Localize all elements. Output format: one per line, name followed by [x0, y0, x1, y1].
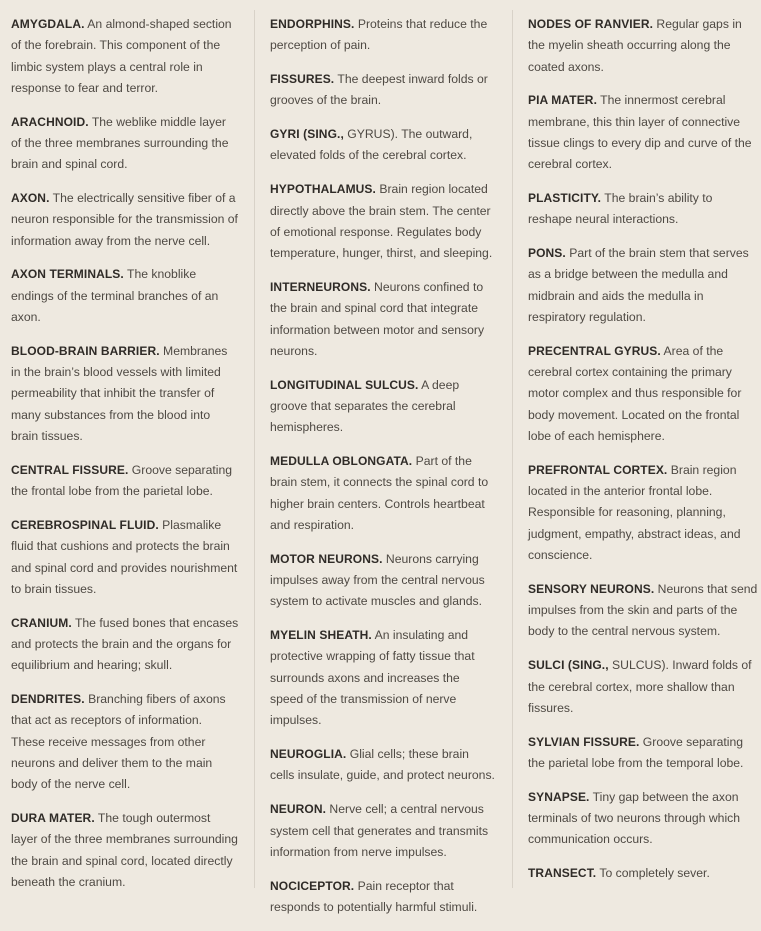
column-divider — [254, 10, 255, 888]
glossary-entry — [528, 243, 758, 328]
glossary-entry — [11, 613, 239, 677]
glossary-entry — [528, 787, 758, 851]
glossary-entry — [11, 460, 239, 503]
glossary-entry — [11, 808, 239, 893]
glossary-term: MYELIN SHEATH. — [270, 628, 372, 643]
glossary-definition: SULCUS). Inward folds of the cerebral cortex, more shallow than fissures. — [528, 658, 752, 715]
glossary-entry — [11, 689, 239, 795]
glossary-entry — [11, 264, 239, 328]
glossary-term: CEREBROSPINAL FLUID. — [11, 517, 159, 532]
glossary-definition: Plasmalike fluid that cushions and protects the brain and spinal cord and provides nourishment to brain tissues. — [11, 517, 238, 596]
glossary-definition: The electrically sensitive fiber of a neuron responsible for the transmission of information away from the nerve cell. — [11, 191, 238, 248]
glossary-entry — [528, 341, 758, 447]
glossary-definition: Neurons carrying impulses away from the central nervous system to activate muscles and glands. — [270, 551, 485, 609]
glossary-definition: The knoblike endings of the terminal branches of an axon. — [11, 267, 219, 325]
glossary-entry — [270, 549, 496, 613]
glossary-term: MEDULLA OBLONGATA. — [270, 454, 413, 469]
glossary-definition: To completely sever. — [596, 866, 710, 881]
glossary-term: AXON TERMINALS. — [11, 267, 124, 282]
glossary-entry — [270, 277, 496, 362]
glossary-definition: Pain receptor that responds to potentially harmful stimuli. — [270, 878, 478, 914]
glossary-entry — [528, 14, 758, 78]
glossary-definition: Membranes in the brain’s blood vessels with limited permeability that inhibit the transfer of many substances from the blood into brain tissues. — [11, 343, 228, 444]
glossary-term: FISSURES. — [270, 72, 335, 87]
glossary-definition: Brain region located directly above the brain stem. The center of emotional response. Regulates body temperature, hunger, thirst, and sleeping. — [270, 182, 493, 261]
glossary-entry — [528, 579, 758, 643]
glossary-term: SENSORY NEURONS. — [528, 581, 655, 596]
glossary-definition: The deepest inward folds or grooves of the brain. — [270, 72, 488, 108]
glossary-definition: Groove separating the parietal lobe from the temporal lobe. — [528, 734, 744, 770]
glossary-term: PRECENTRAL GYRUS. — [528, 343, 661, 358]
glossary-entry — [11, 112, 239, 176]
glossary-entry — [270, 179, 496, 264]
glossary-definition: The weblike middle layer of the three membranes surrounding the brain and spinal cord. — [11, 114, 229, 172]
glossary-term: CENTRAL FISSURE. — [11, 462, 129, 477]
glossary-entry — [270, 69, 496, 112]
glossary-entry — [528, 863, 758, 884]
glossary-definition: The innermost cerebral membrane, this thin layer of connective tissue clings to every dip and curve of the cerebral cortex. — [528, 93, 752, 172]
glossary-entry — [270, 14, 496, 57]
glossary-term: DURA MATER. — [11, 811, 95, 825]
glossary-definition: An almond-shaped section of the forebrain. This component of the limbic system plays a central role in response to fear and terror. — [11, 17, 232, 95]
glossary-definition: Proteins that reduce the perception of pain. — [270, 17, 488, 53]
glossary-entry — [11, 341, 239, 447]
glossary-definition: Nerve cell; a central nervous system cell that generates and transmits information from nerve impulses. — [270, 802, 489, 859]
glossary-term: LONGITUDINAL SULCUS. — [270, 377, 419, 392]
glossary-term: BLOOD-BRAIN BARRIER. — [11, 343, 160, 358]
glossary-term: HYPOTHALAMUS. — [270, 182, 376, 197]
glossary-term: SYNAPSE. — [528, 789, 590, 804]
glossary-term: TRANSECT. — [528, 866, 597, 881]
glossary-entry — [11, 515, 239, 600]
glossary-definition: A deep groove that separates the cerebral hemispheres. — [270, 377, 460, 435]
glossary-definition: Part of the brain stem, it connects the spinal cord to higher brain centers. Controls heartbeat and respiration. — [270, 454, 489, 532]
glossary-definition: The tough outermost layer of the three membranes surrounding the brain and spinal cord, located directly beneath the cranium. — [11, 811, 238, 889]
glossary-definition: Regular gaps in the myelin sheath occurring along the coated axons. — [528, 17, 742, 74]
glossary-term: ENDORPHINS. — [270, 17, 355, 31]
glossary-entry — [270, 799, 496, 863]
glossary-term: NOCICEPTOR. — [270, 878, 355, 893]
glossary-term: MOTOR NEURONS. — [270, 551, 383, 566]
glossary-column-1 — [11, 14, 239, 906]
glossary-entry — [270, 451, 496, 536]
glossary-column-3 — [528, 14, 758, 897]
glossary-term: DENDRITES. — [11, 692, 85, 707]
glossary-entry — [270, 744, 496, 787]
glossary-term: CRANIUM. — [11, 615, 72, 630]
column-divider — [512, 10, 513, 888]
glossary-definition: Neurons that send impulses from the skin and parts of the body to the central nervous system. — [528, 581, 758, 639]
glossary-term: PREFRONTAL CORTEX. — [528, 462, 668, 477]
glossary-definition: Brain region located in the anterior frontal lobe. Responsible for reasoning, planning, judgment, empathy, abstract ideas, and conscience. — [528, 462, 741, 563]
glossary-term: AXON. — [11, 191, 50, 206]
glossary-definition: Tiny gap between the axon terminals of two neurons through which communication occurs. — [528, 789, 741, 847]
glossary-definition: Glial cells; these brain cells insulate, guide, and protect neurons. — [270, 747, 495, 783]
glossary-term: PLASTICITY. — [528, 191, 602, 206]
glossary-definition: Neurons confined to the brain and spinal cord that integrate information between motor and sensory neurons. — [270, 279, 485, 358]
glossary-entry — [528, 732, 758, 775]
glossary-entry — [270, 876, 496, 919]
glossary-entry — [528, 460, 758, 566]
glossary-definition: The fused bones that encases and protects the brain and the organs for equilibrium and hearing; skull. — [11, 615, 239, 673]
glossary-term: INTERNEURONS. — [270, 279, 371, 294]
glossary-term: GYRI (SING., — [270, 127, 344, 142]
glossary-term: NEUROGLIA. — [270, 747, 347, 762]
glossary-entry — [11, 188, 239, 252]
glossary-term: SYLVIAN FISSURE. — [528, 734, 640, 749]
glossary-term: SULCI (SING., — [528, 658, 609, 673]
glossary-entry — [270, 375, 496, 439]
glossary-term: AMYGDALA. — [11, 17, 85, 31]
glossary-term: ARACHNOID. — [11, 114, 89, 129]
glossary-definition: An insulating and protective wrapping of fatty tissue that surrounds axons and increases the speed of the transmission of nerve impulses. — [270, 628, 475, 728]
glossary-entry — [11, 14, 239, 99]
glossary-term: NODES OF RANVIER. — [528, 17, 654, 31]
glossary-term: PONS. — [528, 246, 566, 261]
glossary-definition: Area of the cerebral cortex containing the primary motor complex and thus responsible for body movement. Located on the frontal lobe of each hemisphere. — [528, 343, 742, 444]
glossary-definition: GYRUS). The outward, elevated folds of the cerebral cortex. — [270, 127, 473, 163]
glossary-entry — [270, 124, 496, 167]
glossary-entry — [270, 625, 496, 731]
glossary-term: NEURON. — [270, 802, 327, 817]
glossary-entry — [528, 90, 758, 175]
glossary-definition: The brain’s ability to reshape neural interactions. — [528, 191, 713, 227]
glossary-definition: Groove separating the frontal lobe from the parietal lobe. — [11, 462, 233, 499]
glossary-entry — [528, 188, 758, 231]
glossary-column-2 — [270, 14, 496, 931]
glossary-definition: Part of the brain stem that serves as a bridge between the medulla and midbrain and aids the medulla in respiratory regulation. — [528, 246, 749, 325]
glossary-term: PIA MATER. — [528, 93, 597, 108]
glossary-entry — [528, 655, 758, 719]
glossary-definition: Branching fibers of axons that act as receptors of information. These receive messages from other neurons and deliver them to the main body of the nerve cell. — [11, 692, 226, 792]
